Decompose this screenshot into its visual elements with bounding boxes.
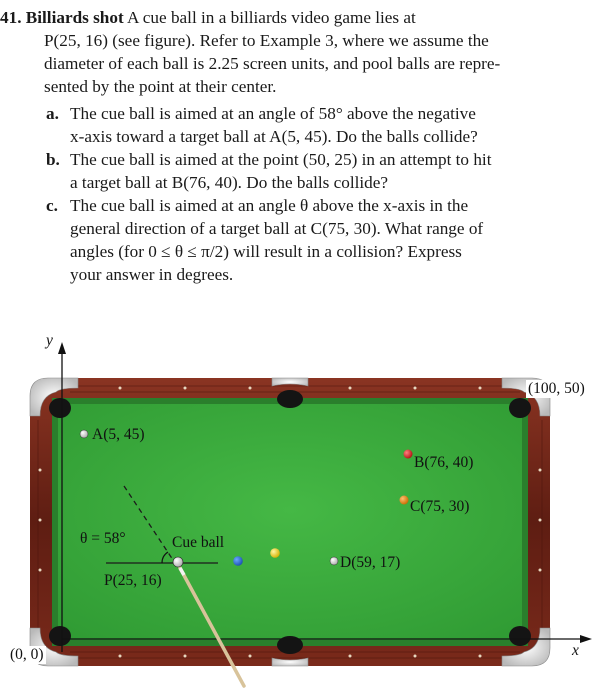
intro-text-2: P(25, 16) (see figure). Refer to Example 3, where we assume the: [44, 31, 489, 50]
corner-label-bottom-left: (0, 0): [10, 646, 44, 663]
part-a-line-1: The cue ball is aimed at an angle of 58° above the negative: [70, 104, 476, 123]
part-b-line-1: The cue ball is aimed at the point (50, 25) in an attempt to hit: [70, 150, 492, 169]
ball-blue: [233, 556, 243, 566]
label-ball-b: B(76, 40): [414, 454, 474, 471]
y-axis-arrow: [58, 342, 66, 354]
part-c-line-2: general direction of a target ball at C(75, 30). What range of: [70, 219, 484, 238]
label-angle: θ = 58°: [80, 530, 126, 547]
intro-text-1: A cue ball in a billiards video game lies at: [127, 8, 416, 27]
ball-c: [400, 496, 409, 505]
part-c-line-3: angles (for 0 ≤ θ ≤ π/2) will result in a collision? Express: [70, 242, 462, 261]
ball-d: [330, 557, 338, 565]
y-axis-label: y: [46, 332, 53, 349]
corner-label-top-right: (100, 50): [528, 380, 585, 397]
intro-text-3: diameter of each ball is 2.25 screen units, and pool balls are repre-: [44, 54, 501, 73]
ball-a: [80, 430, 88, 438]
label-ball-a: A(5, 45): [92, 426, 145, 443]
problem-number: 41.: [0, 8, 22, 27]
part-c: [0, 194, 608, 286]
problem-title: Billiards shot: [25, 8, 124, 27]
part-a-line-2: x-axis toward a target ball at A(5, 45). Do the balls collide?: [70, 127, 478, 146]
label-ball-c: C(75, 30): [410, 498, 470, 515]
problem-text: [0, 6, 608, 286]
ball-b: [404, 450, 413, 459]
label-cue-ball: Cue ball: [172, 534, 225, 551]
part-b: [0, 148, 608, 194]
part-c-line-4: your answer in degrees.: [70, 265, 234, 284]
part-a: [0, 102, 608, 148]
part-c-line-1: The cue ball is aimed at an angle θ above the x-axis in the: [70, 196, 469, 215]
part-b-label: b.: [46, 150, 60, 169]
label-ball-d: D(59, 17): [340, 554, 401, 571]
part-c-label: c.: [46, 196, 58, 215]
label-ball-p: P(25, 16): [104, 572, 162, 589]
billiards-figure: [0, 330, 616, 690]
part-a-label: a.: [46, 104, 59, 123]
x-axis-label: x: [572, 642, 579, 659]
intro-text-4: sented by the point at their center.: [44, 77, 277, 96]
problem-intro-line-1: [0, 6, 608, 29]
part-b-line-2: a target ball at B(76, 40). Do the balls collide?: [70, 173, 389, 192]
x-axis-arrow: [580, 635, 592, 643]
ball-yellow: [270, 548, 280, 558]
cue-ball: [173, 557, 183, 567]
billiards-table-graphic: [0, 330, 616, 690]
